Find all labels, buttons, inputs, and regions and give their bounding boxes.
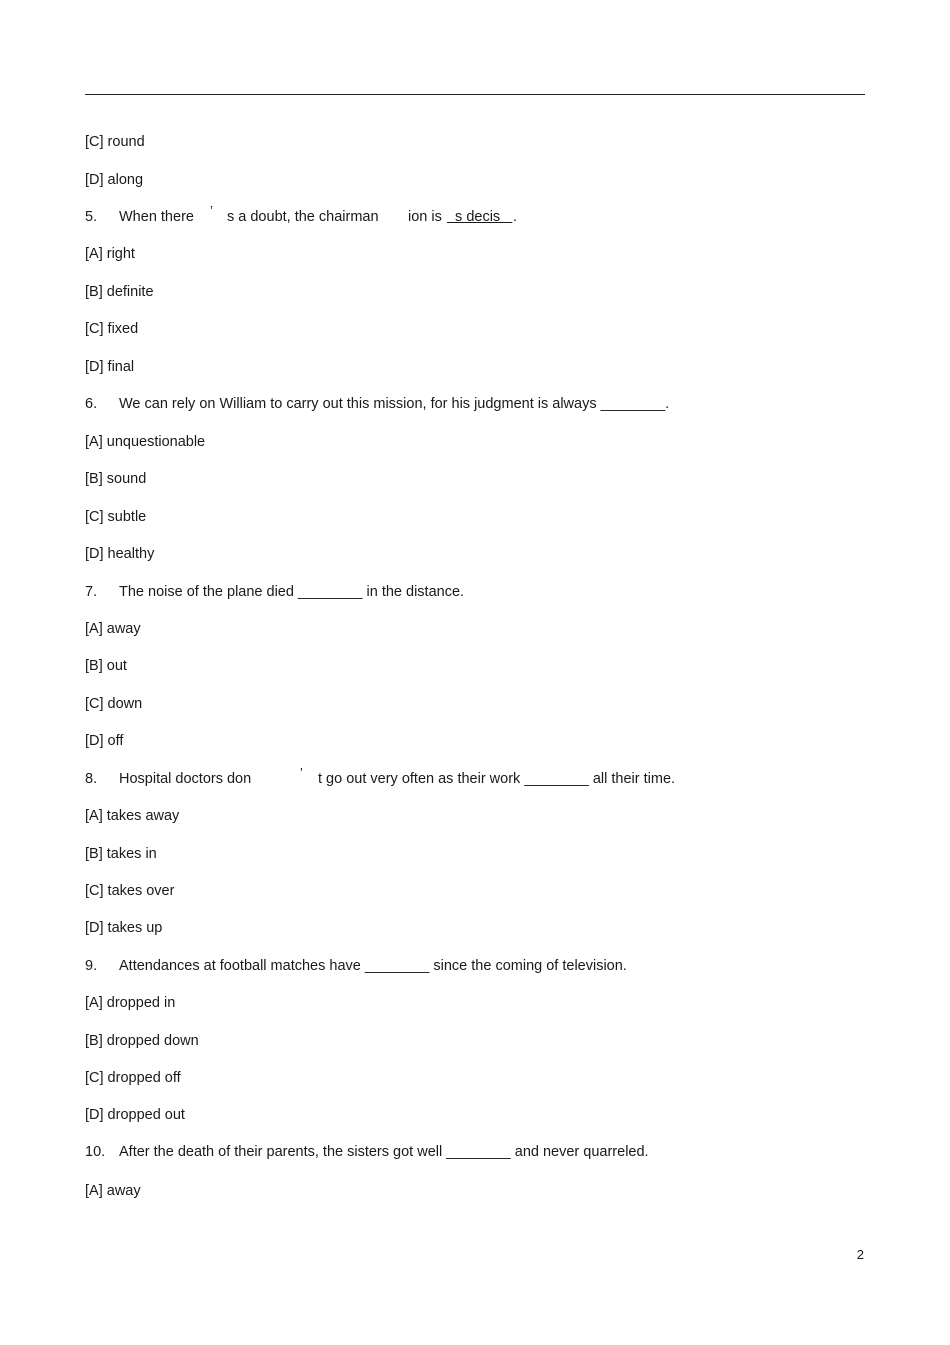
- option-a: [A] dropped in: [85, 995, 176, 1011]
- question-text-part: s a doubt, the chairman: [227, 209, 379, 225]
- option-b: [B] definite: [85, 284, 154, 300]
- question-9: [85, 958, 627, 974]
- option-b: [B] out: [85, 658, 127, 674]
- question-number: 5.: [85, 209, 98, 225]
- option-a: [A] right: [85, 246, 135, 262]
- question-number: 8.: [85, 771, 98, 787]
- page-number: 2: [856, 1247, 864, 1262]
- option-b: [B] sound: [85, 471, 147, 487]
- question-number: 6.: [85, 396, 98, 412]
- question-text-part: When there: [119, 209, 194, 225]
- option-a: [A] away: [85, 621, 141, 637]
- option-c: [C] fixed: [85, 321, 139, 337]
- question-7: [85, 584, 464, 600]
- question-text-part: ion is: [408, 209, 442, 225]
- question-number: 7.: [85, 584, 98, 600]
- option-c: [C] down: [85, 696, 143, 712]
- question-number: 9.: [85, 958, 98, 974]
- question-text-part: t go out very often as their work ________ all their time.: [318, 771, 676, 787]
- question-10: [85, 1144, 649, 1160]
- question-text: Attendances at football matches have ________ since the coming of television.: [119, 958, 627, 974]
- option-d: [D] healthy: [85, 546, 155, 562]
- option-d: [D] off: [85, 733, 124, 749]
- option-c-round: [C] round: [85, 134, 145, 150]
- question-text: The noise of the plane died ________ in the distance.: [119, 584, 465, 600]
- option-a: [A] takes away: [85, 808, 180, 824]
- answer-blank: s decis: [447, 209, 513, 225]
- option-c: [C] subtle: [85, 509, 147, 525]
- header-rule: [85, 94, 865, 95]
- apostrophe: ’: [300, 765, 303, 780]
- question-6: [85, 396, 669, 412]
- option-d: [D] takes up: [85, 920, 163, 936]
- option-a: [A] away: [85, 1183, 141, 1199]
- apostrophe: ’: [210, 203, 213, 218]
- option-d: [D] final: [85, 359, 135, 375]
- question-number: 10.: [85, 1144, 106, 1160]
- option-c: [C] takes over: [85, 883, 175, 899]
- question-text-end: .: [513, 209, 518, 225]
- option-d: [D] dropped out: [85, 1107, 185, 1123]
- question-text-part: Hospital doctors don: [119, 771, 252, 787]
- option-b: [B] takes in: [85, 846, 157, 862]
- option-a: [A] unquestionable: [85, 434, 206, 450]
- option-b: [B] dropped down: [85, 1033, 199, 1049]
- option-c: [C] dropped off: [85, 1070, 181, 1086]
- question-text: We can rely on William to carry out this mission, for his judgment is always ________.: [119, 396, 670, 412]
- question-text: After the death of their parents, the sisters got well ________ and never quarreled.: [119, 1144, 649, 1160]
- option-d-along: [D] along: [85, 172, 144, 188]
